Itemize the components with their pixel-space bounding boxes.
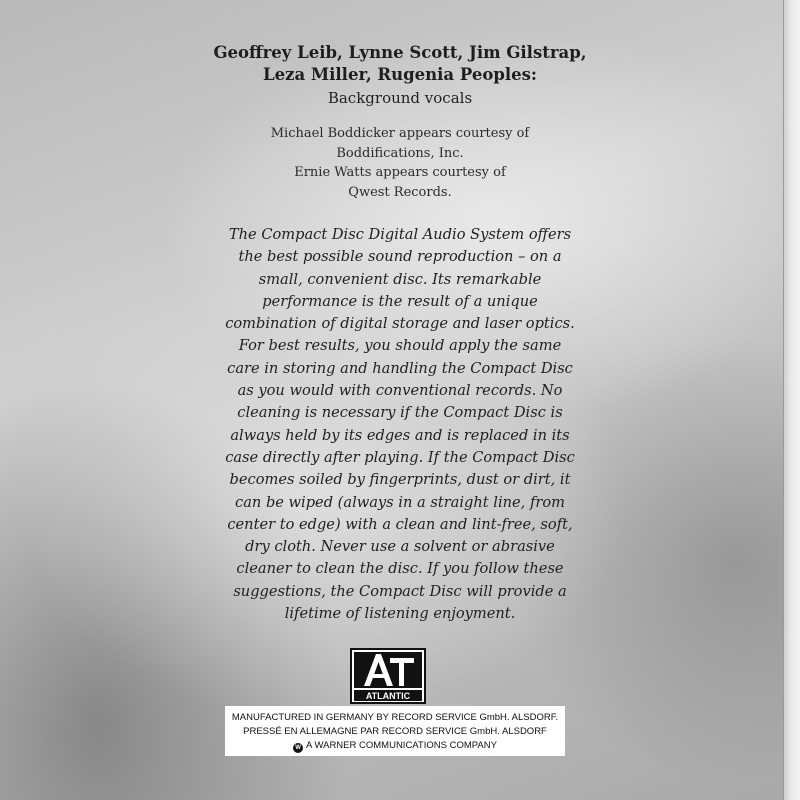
company-text: A WARNER COMMUNICATIONS COMPANY [306, 740, 497, 751]
cd-notice-line: For best results, you should apply the same [238, 337, 562, 355]
cd-notice-line: the best possible sound reproduction – on a [238, 248, 562, 266]
cd-notice-line: small, convenient disc. Its remarkable [258, 270, 542, 288]
atlantic-logo-icon [350, 648, 426, 704]
cd-notice-line: performance is the result of a unique [262, 292, 538, 310]
cd-notice-line: always held by its edges and is replaced in its [230, 426, 570, 444]
credits-role: Background vocals [327, 89, 473, 107]
credits-names-line: Geoffrey Leib, Lynne Scott, Jim Gilstrap, [213, 43, 587, 62]
cd-notice-line: care in storing and handling the Compact Disc [227, 359, 573, 377]
credits-names-line: Leza Miller, Rugenia Peoples: [262, 65, 538, 84]
manufacturing-line: MANUFACTURED IN GERMANY BY RECORD SERVICE GmbH. ALSDORF. [231, 712, 559, 723]
cd-notice-line: as you would with conventional records. No [237, 382, 563, 400]
cd-notice-line: case directly after playing. If the Compact Disc [225, 448, 575, 466]
cd-notice [175, 224, 625, 625]
cd-notice-line: becomes soiled by fingerprints, dust or dirt, it [229, 471, 571, 489]
cd-notice-line: suggestions, the Compact Disc will provide a [233, 582, 567, 600]
cd-notice-line: dry cloth. Never use a solvent or abrasive [245, 538, 555, 556]
cd-notice-line: lifetime of listening enjoyment. [284, 605, 516, 623]
manufacturing-line-company [225, 739, 565, 753]
courtesy-line: Qwest Records. [348, 184, 452, 200]
page-edge [783, 0, 800, 800]
cd-notice-line: cleaning is necessary if the Compact Disc is [237, 404, 563, 422]
manufacturing-line: PRESSÉ EN ALLEMAGNE PAR RECORD SERVICE GmbH. ALSDORF [243, 726, 547, 737]
courtesy-line: Ernie Watts appears courtesy of [294, 165, 506, 180]
credits-names [150, 42, 650, 86]
cd-notice-line: combination of digital storage and laser optics. [225, 315, 575, 333]
atlantic-logo-text: ATLANTIC [365, 691, 411, 701]
courtesy-notes [150, 124, 650, 202]
manufacturing-label [225, 706, 565, 756]
cd-notice-line: can be wiped (always in a straight line, from [235, 493, 565, 511]
cd-notice-line: center to edge) with a clean and lint-free, soft, [227, 515, 573, 533]
courtesy-line: Michael Boddicker appears courtesy of [270, 126, 530, 141]
cd-notice-line: cleaner to clean the disc. If you follow these [236, 560, 564, 578]
warner-logo-icon: W [293, 743, 303, 753]
courtesy-line: Boddifications, Inc. [336, 145, 464, 161]
cd-notice-line: The Compact Disc Digital Audio System offers [228, 226, 572, 243]
